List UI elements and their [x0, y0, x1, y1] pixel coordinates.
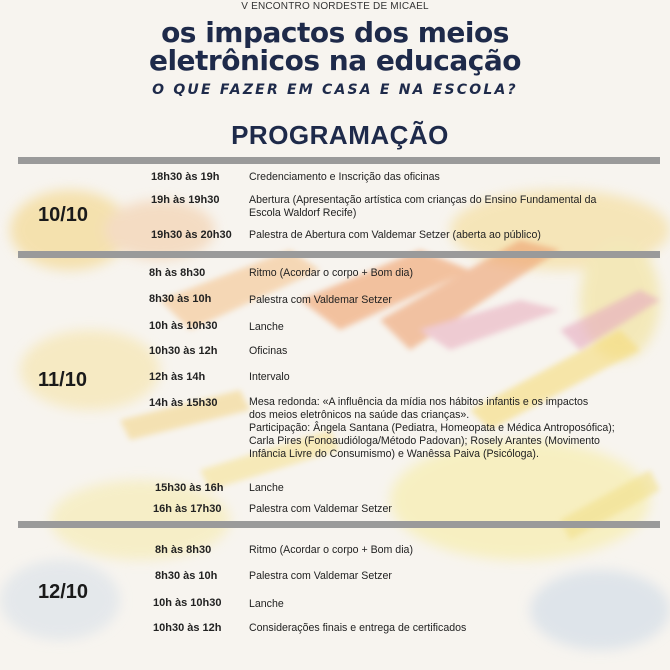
day-date: 10/10 [38, 204, 89, 226]
program-heading: PROGRAMAÇÃO [231, 120, 449, 150]
schedule-activity: Credenciamento e Inscrição das oficinas [249, 171, 440, 183]
schedule-time: 8h30 às 10h [149, 293, 212, 305]
section-divider [18, 251, 660, 258]
schedule-time: 10h às 10h30 [149, 320, 218, 332]
section-divider [18, 521, 660, 528]
subtitle: O QUE FAZER EM CASA E NA ESCOLA? [152, 82, 518, 98]
schedule-activity: Considerações finais e entrega de certificados [249, 622, 467, 634]
schedule-time: 10h às 10h30 [153, 597, 222, 609]
event-name: V ENCONTRO NORDESTE DE MICAEL [241, 1, 429, 12]
schedule-activity: Intervalo [249, 371, 290, 383]
schedule-activity: Ritmo (Acordar o corpo + Bom dia) [249, 544, 413, 556]
schedule-time: 8h às 8h30 [149, 267, 206, 279]
schedule-activity: Ritmo (Acordar o corpo + Bom dia) [249, 267, 413, 279]
schedule-time: 16h às 17h30 [153, 503, 222, 515]
schedule-activity: Palestra com Valdemar Setzer [249, 570, 392, 582]
schedule-activity: Oficinas [249, 345, 288, 357]
schedule-time: 14h às 15h30 [149, 397, 218, 409]
schedule-time: 19h às 19h30 [151, 194, 220, 206]
schedule-time: 10h30 às 12h [149, 345, 218, 357]
schedule-activity: Palestra com Valdemar Setzer [249, 503, 392, 515]
schedule-activity: Palestra com Valdemar Setzer [249, 294, 392, 306]
schedule-time: 8h às 8h30 [155, 544, 212, 556]
schedule-activity: Lanche [249, 321, 284, 333]
schedule-activity: Lanche [249, 598, 284, 610]
schedule-time: 18h30 às 19h [151, 171, 220, 183]
day-date: 11/10 [38, 369, 87, 391]
schedule-time: 12h às 14h [149, 371, 206, 383]
title-line-1: os impactos dos meios [161, 16, 509, 49]
schedule-time: 19h30 às 20h30 [151, 229, 232, 241]
section-divider [18, 157, 660, 164]
schedule-activity: Palestra de Abertura com Valdemar Setzer (aberta ao público) [249, 229, 541, 241]
schedule-activity: Mesa redonda: «A influência da mídia nos hábitos infantis e os impactos dos meios eletrônicos na saúde das crianças». Participação: Ângela Santana (Pediatra, Homeopata e Médica Antroposófica); Carla Pires (Fonoaudióloga/Método Padovan); Rosely Arantes (Movimento Infância Livre do Consumismo) e Wanêssa Paiva (Psicóloga). [249, 396, 615, 460]
schedule-time: 8h30 às 10h [155, 570, 218, 582]
schedule-time: 15h30 às 16h [155, 482, 224, 494]
title-line-2: eletrônicos na educação [148, 44, 522, 77]
schedule-activity: Lanche [249, 482, 284, 494]
day-date: 12/10 [38, 581, 89, 603]
schedule-time: 10h30 às 12h [153, 622, 222, 634]
schedule-activity: Abertura (Apresentação artística com crianças do Ensino Fundamental da Escola Waldorf Recife) [249, 194, 597, 219]
